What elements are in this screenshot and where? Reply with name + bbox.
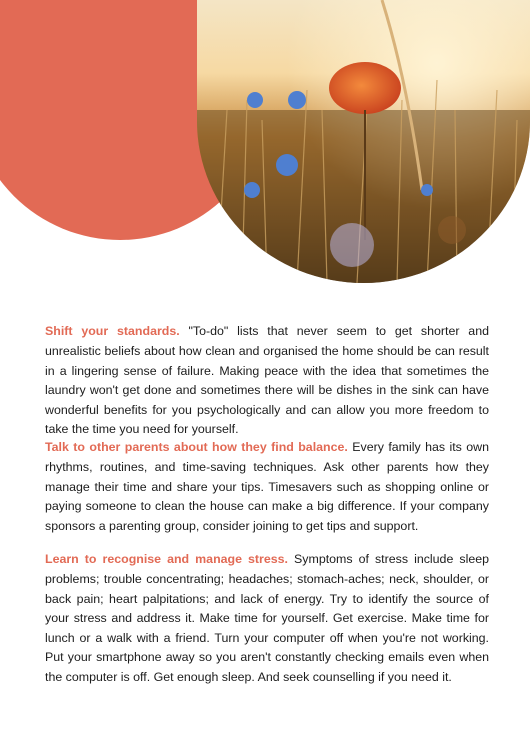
tip-shift-standards	[45, 322, 489, 440]
tip-heading: Learn to recognise and manage stress.	[45, 552, 288, 567]
tip-body: "To-do" lists that never seem to get shorter and unrealistic beliefs about how clean and organised the home should be can result in a lingering sense of failure. Making peace with the idea that sometimes the laundry won't get done and sometimes there will be dishes in the sink can have wonderful benefits for you psychologically and can allow you more freedom to take the time you need for yourself.	[45, 324, 489, 437]
tip-body: Every family has its own rhythms, routines, and time-saving techniques. Ask other parents how they manage their time and share your tips. Timesavers such as shopping online or paying someone to clean the house can make a big difference. If your company sponsors a parenting group, consider joining to get tips and support.	[45, 440, 489, 533]
photo-illustration	[197, 0, 530, 283]
tip-manage-stress	[45, 550, 489, 687]
tip-body: Symptoms of stress include sleep problems; trouble concentrating; headaches; stomach-aches; neck, shoulder, or back pain; heart palpitations; and lack of energy. Try to identify the source of your stress and address it. Make time for yourself. Get exercise. Make time for lunch or a walk with a friend. Turn your computer off when you're not working. Put your smartphone away so you aren't constantly checking emails even when the computer is off. Get enough sleep. And seek counselling if you need it.	[45, 552, 489, 684]
wildflower-field-photo	[197, 0, 530, 283]
tip-talk-to-parents	[45, 438, 489, 536]
tip-heading: Talk to other parents about how they find balance.	[45, 440, 348, 455]
tip-heading: Shift your standards.	[45, 324, 180, 339]
